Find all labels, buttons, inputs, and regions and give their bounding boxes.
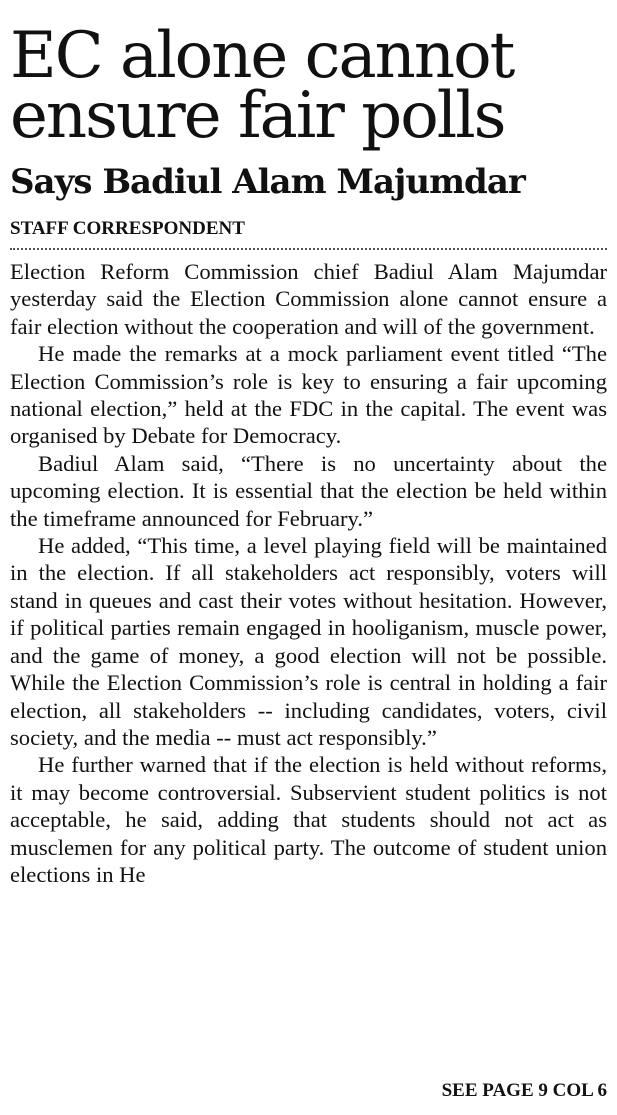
byline: STAFF CORRESPONDENT	[10, 218, 245, 239]
subheadline: Says Badiul Alam Majumdar	[10, 162, 525, 202]
paragraph: He added, “This time, a level playing field will be maintained in the election. If all stakeholders act responsibly, voters will stand in queues and cast their votes without hesitation. However, if political parties remain engaged in hooliganism, muscle power, and the game of money, a good election will not be possible. While the Election Commission’s role is central in holding a fair election, all stakeholders -- including candidates, voters, civil society, and the media -- must act responsibly.”	[10, 533, 607, 750]
paragraph: He further warned that if the election is held without reforms, it may become controversial. Subservient student politics is not acceptable, he said, adding that students should not act as musclemen for any political party. The outcome of student union elections in He	[10, 752, 607, 887]
paragraph: Election Reform Commission chief Badiul Alam Majumdar yesterday said the Election Commission alone cannot ensure a fair election without the cooperation and will of the government.	[10, 259, 607, 339]
article-body	[10, 258, 607, 888]
headline: EC alone cannot ensure fair polls	[10, 19, 514, 153]
paragraph: He made the remarks at a mock parliament event titled “The Election Commission’s role is key to ensuring a fair upcoming national election,” held at the FDC in the capital. The event was organised by Debate for Democracy.	[10, 341, 607, 449]
paragraph: Badiul Alam said, “There is no uncertainty about the upcoming election. It is essential that the election be held within the timeframe announced for February.”	[10, 450, 607, 531]
continuation-note: SEE PAGE 9 COL 6	[441, 1080, 607, 1101]
news-article	[10, 0, 607, 888]
dotted-divider	[10, 248, 607, 250]
